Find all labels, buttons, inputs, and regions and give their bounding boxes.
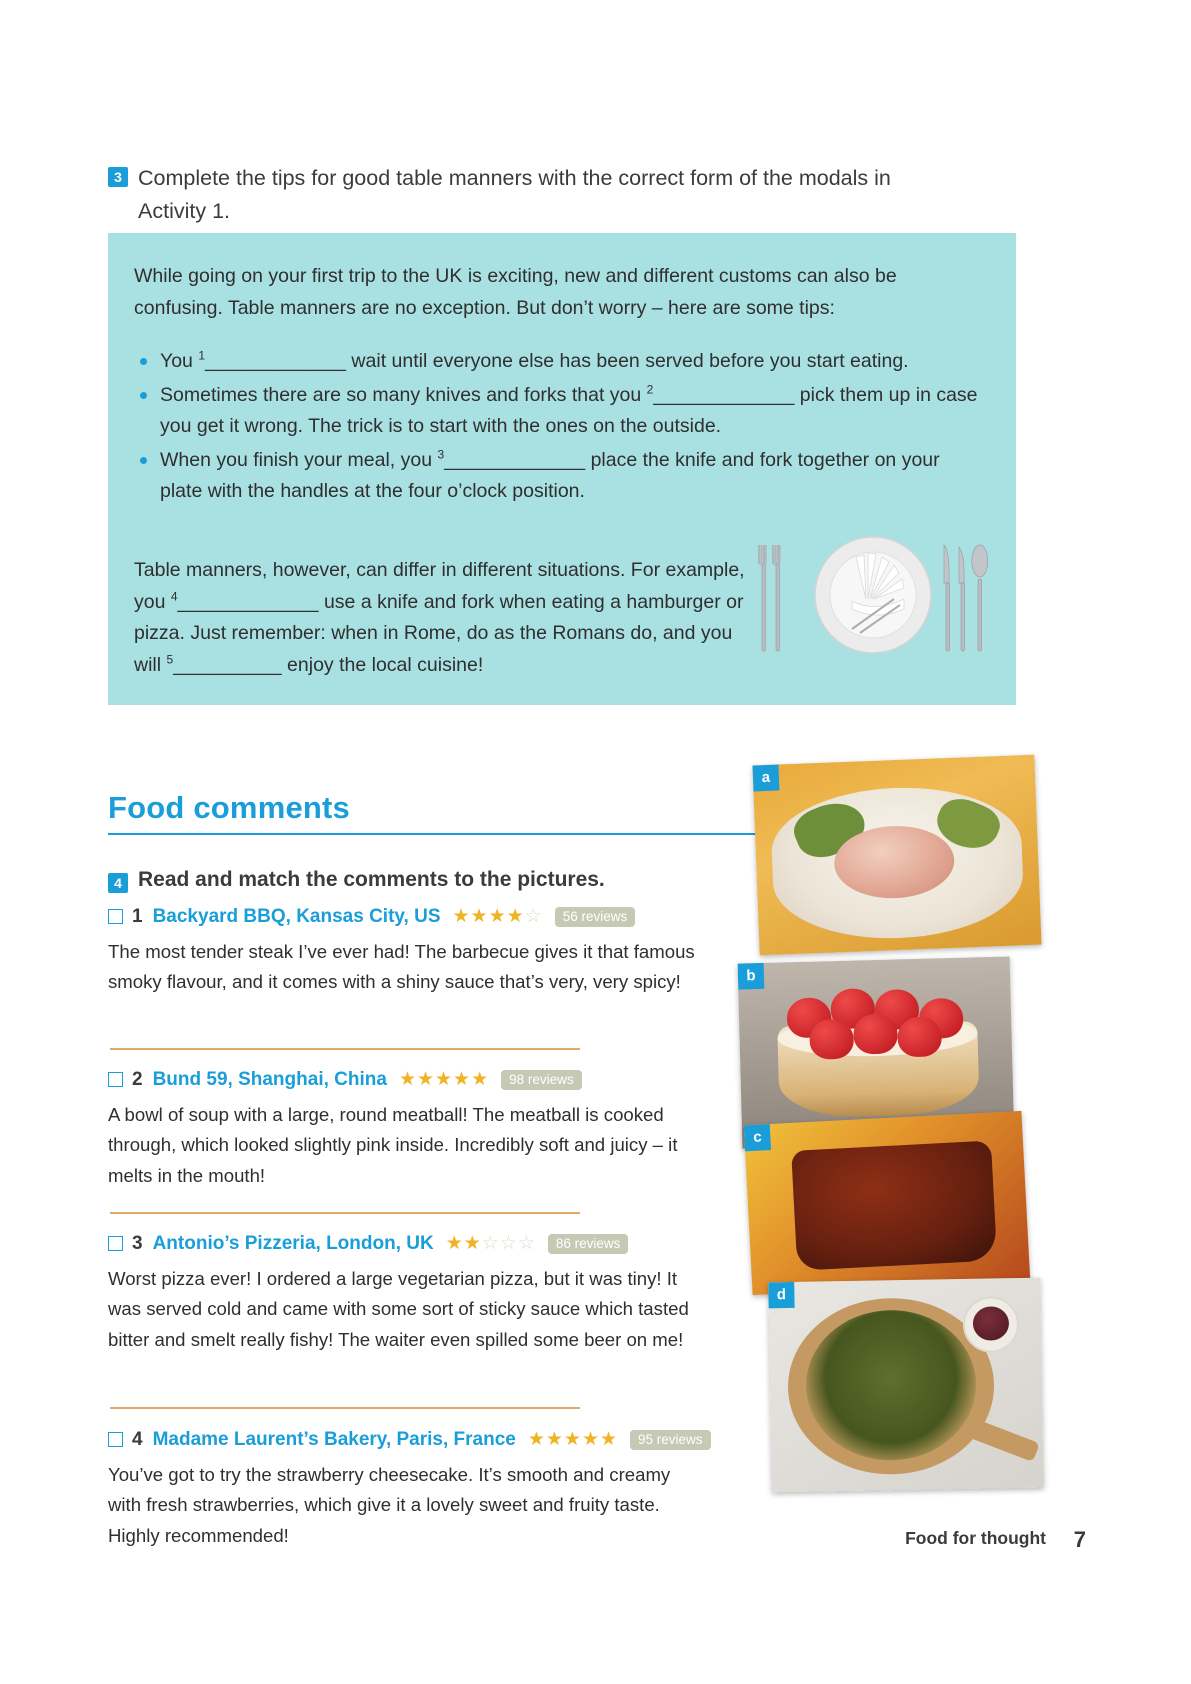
review-2-body: A bowl of soup with a large, round meatball! The meatball is cooked through, which looked slightly pink inside. Incredibly soft and juicy – it melts in the mouth! [108, 1104, 678, 1186]
closing-superscript-4: 4 [170, 589, 178, 604]
photo-c-label: c [744, 1124, 771, 1151]
glazed-meat-shape [791, 1140, 997, 1270]
activity-4-heading [108, 868, 748, 893]
photo-b-label: b [738, 963, 765, 990]
closing-blank-5[interactable]: __________ [173, 653, 282, 676]
activity-4-instruction: Read and match the comments to the pictures. [138, 868, 605, 891]
review-3-body: Worst pizza ever! I ordered a large vegetarian pizza, but it was tiny! It was served cold and came with some sort of sticky sauce which tasted bitter and smelt really fishy! The waiter even spilled some beer on me! [108, 1268, 689, 1350]
activity-3-instruction: Complete the tips for good table manners with the correct form of the modals in Activity 1. [138, 166, 891, 224]
review-3-title: Antonio’s Pizzeria, London, UK [152, 1232, 434, 1254]
review-4-title: Madame Laurent’s Bakery, Paris, France [152, 1428, 516, 1450]
closing-superscript-5: 5 [166, 652, 174, 667]
review-2-rating: ★★★★★ [398, 1069, 490, 1090]
photo-d-label: d [768, 1282, 794, 1308]
closing-part-1: Table manners, however, can differ in different situations. For example, you [134, 559, 745, 613]
closing-part-3: enjoy the local cuisine! [281, 653, 484, 676]
review-1-checkbox[interactable] [108, 909, 123, 924]
tip-1-before: You [160, 350, 199, 373]
review-2-checkbox[interactable] [108, 1072, 123, 1087]
review-4-body: You’ve got to try the strawberry cheesecake. It’s smooth and creamy with fresh strawberries, which give it a lovely sweet and fruity taste. Highly recommended! [108, 1464, 671, 1546]
closing-blank-4[interactable]: _____________ [177, 590, 319, 613]
review-4-checkbox[interactable] [108, 1432, 123, 1447]
review-1-body: The most tender steak I’ve ever had! The barbecue gives it that famous smoky flavour, and it comes with a shiny sauce that’s very, very spicy! [108, 941, 695, 993]
section-divider [108, 833, 788, 835]
intro-paragraph: While going on your first trip to the UK is exciting, new and different customs can also be confusing. Table manners are no exception. But don’t worry – here are some tips: [134, 265, 897, 319]
review-1-header [108, 905, 748, 928]
review-item-1 [108, 905, 748, 998]
review-separator-2 [110, 1212, 580, 1214]
review-item-4 [108, 1428, 748, 1551]
tip-2-before: Sometimes there are so many knives and forks that you [160, 383, 647, 406]
tip-1-superscript: 1 [198, 348, 206, 363]
tip-3-after: place the knife and fork together on your plate with the handles at the four o’clock position. [160, 448, 940, 503]
tip-2-superscript: 2 [646, 382, 654, 397]
activity-4-number: 4 [108, 873, 128, 893]
tips-list [134, 346, 986, 508]
table-manners-text-box [108, 233, 1016, 705]
review-item-2 [108, 1068, 748, 1191]
section-title: Food comments [108, 790, 351, 825]
activity-3-number: 3 [108, 167, 128, 187]
review-1-rating: ★★★★☆ [452, 906, 543, 927]
photo-d-pizza [768, 1278, 1044, 1493]
photo-a-label: a [752, 764, 779, 791]
place-setting-illustration [748, 533, 998, 668]
review-4-count-badge: 95 reviews [630, 1430, 711, 1450]
review-4-number: 4 [132, 1428, 143, 1450]
closing-part-2: use a knife and fork when eating a hamburger or pizza. Just remember: when in Rome, do as the Romans do, and you will [134, 590, 744, 676]
review-3-header [108, 1232, 748, 1255]
tip-1-blank[interactable]: _____________ [205, 350, 347, 373]
tip-2-blank[interactable]: _____________ [653, 383, 795, 406]
activity-3-heading [108, 162, 908, 229]
review-2-title: Bund 59, Shanghai, China [152, 1068, 387, 1090]
review-3-rating: ★★☆☆☆ [445, 1233, 536, 1254]
review-2-count-badge: 98 reviews [501, 1070, 582, 1090]
tip-item-2 [134, 380, 986, 443]
strawberry-shape [853, 1013, 898, 1054]
review-separator-1 [110, 1048, 580, 1050]
strawberry-shape [809, 1019, 854, 1060]
review-3-count-badge: 86 reviews [548, 1234, 629, 1254]
tip-3-before: When you finish your meal, you [160, 448, 438, 471]
review-item-3 [108, 1232, 748, 1355]
review-3-checkbox[interactable] [108, 1236, 123, 1251]
photo-a-soup [752, 755, 1041, 956]
review-4-rating: ★★★★★ [527, 1429, 619, 1450]
closing-paragraph [134, 555, 754, 681]
photo-c-glazed-meat [744, 1111, 1031, 1295]
review-1-number: 1 [132, 905, 143, 927]
tip-item-1 [134, 346, 986, 378]
review-1-count-badge: 56 reviews [555, 907, 636, 927]
review-separator-3 [110, 1407, 580, 1409]
strawberry-shape [897, 1016, 942, 1057]
review-4-header [108, 1428, 748, 1451]
footer-page-number: 7 [1073, 1527, 1086, 1552]
footer-unit-title: Food for thought [905, 1528, 1046, 1548]
review-1-title: Backyard BBQ, Kansas City, US [152, 905, 441, 927]
review-3-number: 3 [132, 1232, 143, 1254]
review-2-header [108, 1068, 748, 1091]
tip-item-3 [134, 445, 986, 508]
tip-3-blank[interactable]: _____________ [444, 448, 586, 471]
tip-2-after: pick them up in case you get it wrong. The trick is to start with the ones on the outside. [160, 383, 978, 438]
tip-3-superscript: 3 [437, 447, 445, 462]
tip-1-after: wait until everyone else has been served before you start eating. [346, 350, 909, 373]
review-2-number: 2 [132, 1068, 143, 1090]
